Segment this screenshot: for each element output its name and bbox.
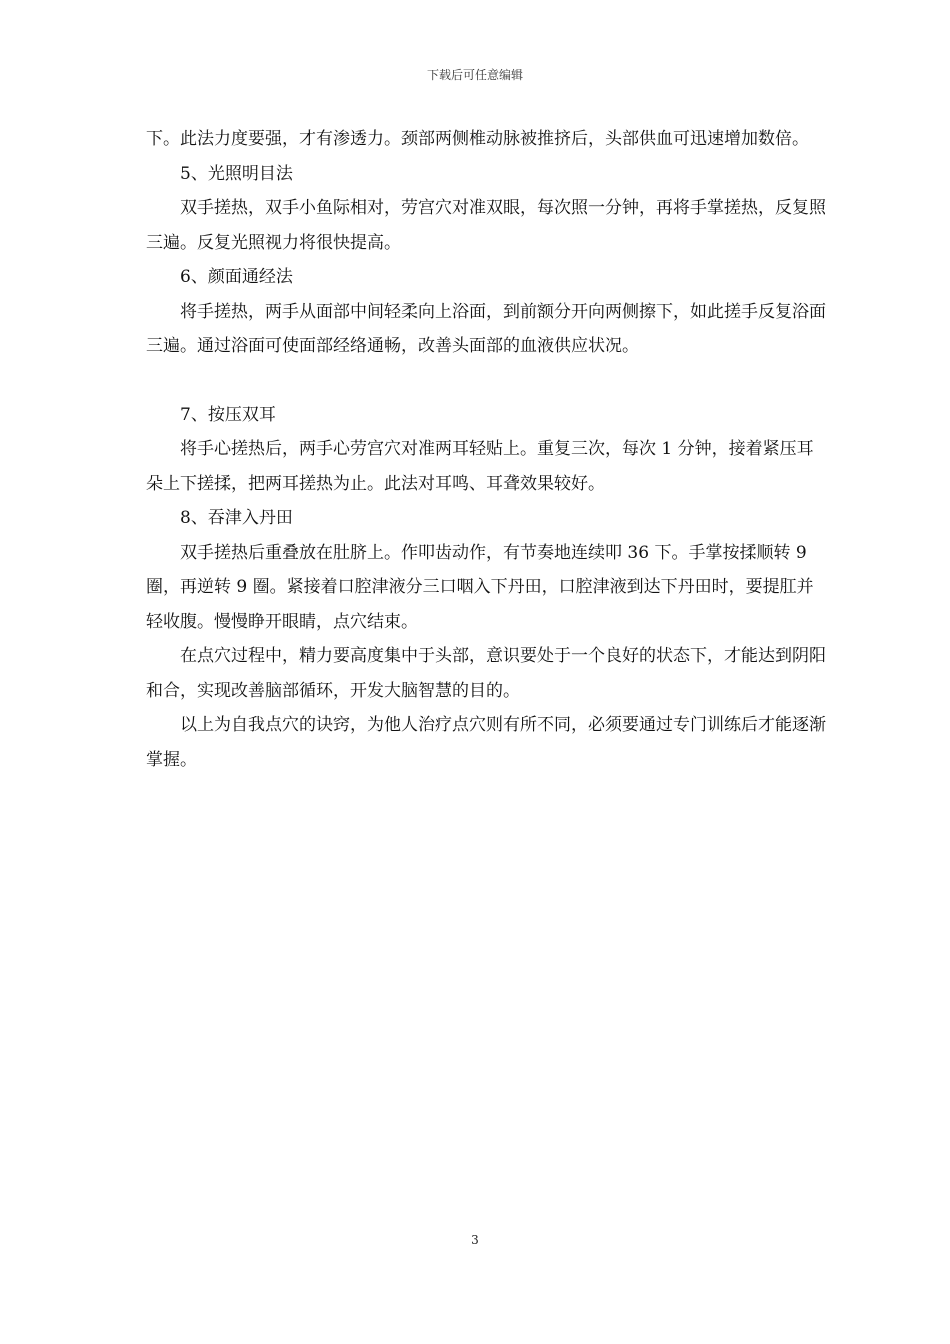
- paragraph-concentration: 在点穴过程中，精力要高度集中于头部，意识要处于一个良好的状态下，才能达到阴阳和合，实现改善脑部循环，开发大脑智慧的目的。: [146, 646, 826, 701]
- paragraph-face-meridian: 将手搓热，两手从面部中间轻柔向上浴面，到前额分开向两侧擦下，如此搓手反复浴面三遍。通过浴面可使面部经络通畅，改善头面部的血液供应状况。: [146, 301, 826, 356]
- document-body: [146, 122, 826, 777]
- page-number: 3: [471, 1233, 479, 1247]
- section-heading-5: 5、光照明目法: [180, 163, 293, 184]
- section-heading-8: 8、吞津入丹田: [180, 508, 293, 528]
- paragraph-light-eyes: 双手搓热，双手小鱼际相对，劳宫穴对准双眼，每次照一分钟，再将手掌搓热，反复照三遍。反复光照视力将很快提高。: [146, 198, 826, 253]
- paragraph-continuation: 下。此法力度要强，才有渗透力。颈部两侧椎动脉被推挤后，头部供血可迅速增加数倍。: [146, 129, 809, 149]
- page-header: 下载后可任意编辑: [426, 68, 523, 82]
- section-heading-6: 6、颜面通经法: [180, 267, 293, 287]
- paragraph-press-ears: 将手心搓热后，两手心劳宫穴对准两耳轻贴上。重复三次，每次 1 分钟，接着紧压耳朵上下搓揉，把两耳搓热为止。此法对耳鸣、耳聋效果较好。: [146, 439, 814, 494]
- paragraph-conclusion: 以上为自我点穴的诀窍，为他人治疗点穴则有所不同，必须要通过专门训练后才能逐渐掌握。: [146, 715, 826, 770]
- section-heading-7: 7、按压双耳: [180, 404, 276, 425]
- paragraph-swallow-saliva: 双手搓热后重叠放在肚脐上。作叩齿动作，有节奏地连续叩 36 下。手掌按揉顺转 9 圈，再逆转 9 圈。紧接着口腔津液分三口咽入下丹田，口腔津液到达下丹田时，要提肛并轻收腹。慢慢睁开眼睛，点穴结束。: [146, 542, 814, 632]
